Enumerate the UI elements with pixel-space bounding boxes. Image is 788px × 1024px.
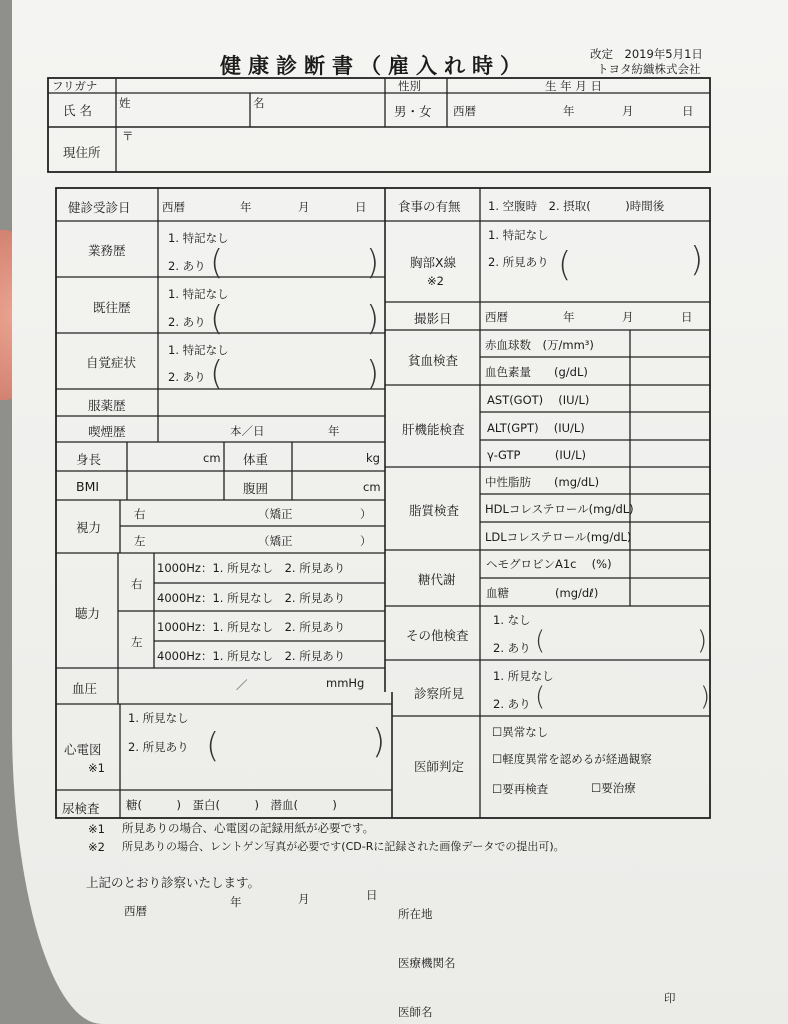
other-test-label: その他検査 [406, 628, 469, 643]
exam-seireki: 西暦 [162, 200, 185, 214]
work-opt2[interactable]: 2. あり [168, 259, 206, 273]
judgement-treatment[interactable]: ☐要治療 [591, 781, 636, 795]
shooting-date-label: 撮影日 [414, 311, 452, 326]
bmi-label: BMI [76, 479, 100, 494]
surname-field[interactable]: 姓 [119, 96, 131, 110]
liver-label: 肝機能検査 [402, 422, 465, 437]
exam-month: 月 [298, 200, 310, 214]
consult-opt1[interactable]: 1. 所見なし [493, 669, 554, 683]
doctor-judgement-label: 医師判定 [414, 759, 465, 774]
xray-opt1[interactable]: 1. 特記なし [488, 228, 549, 242]
weight-unit: kg [366, 451, 380, 465]
waist-unit: cm [363, 480, 381, 494]
symptoms-label: 自覚症状 [86, 355, 137, 370]
hearing-right-1000[interactable]: 1000Hz：1. 所見なし 2. 所見あり [157, 561, 346, 575]
hearing-left-4000[interactable]: 4000Hz：1. 所見なし 2. 所見あり [157, 649, 346, 663]
vision-label: 視力 [76, 520, 102, 535]
vision-left-corrected[interactable]: （矯正 [258, 534, 293, 548]
xray-opt2[interactable]: 2. 所見あり [488, 255, 549, 269]
sugar-label: 糖代謝 [418, 572, 456, 587]
hearing-left: 左 [131, 635, 143, 649]
postal-mark[interactable]: 〒 [122, 129, 134, 143]
bp-unit: mmHg [326, 676, 365, 690]
ast-label: AST(GOT) (IU/L) [487, 393, 590, 407]
name-label: 氏 名 [63, 103, 92, 118]
note2-text: 所見ありの場合、レントゲン写真が必要です(CD-Rに記録された画像データでの提出可)。 [122, 840, 565, 853]
past-opt2[interactable]: 2. あり [168, 315, 206, 329]
note1-mark: ※1 [88, 822, 105, 836]
birth-seireki: 西暦 [453, 104, 476, 118]
ggtp-label: γ-GTP (IU/L) [487, 448, 586, 462]
vision-right-close: ） [360, 507, 372, 521]
smoking-label: 喫煙歴 [88, 424, 126, 439]
statement: 上記のとおり診察いたします。 [86, 875, 261, 890]
given-name-field[interactable]: 名 [253, 96, 265, 110]
judgement-reexam[interactable]: ☐要再検査 [492, 782, 549, 796]
bp-slash: ／ [236, 678, 248, 692]
furigana-label: フリガナ [52, 79, 98, 93]
meal-options[interactable]: 1. 空腹時 2. 摂取( )時間後 [488, 199, 665, 213]
ecg-opt2[interactable]: 2. 所見あり [128, 740, 189, 754]
revision-date: 改定 2019年5月1日 [590, 47, 703, 61]
note1-text: 所見ありの場合、心電図の記録用紙が必要です。 [122, 821, 375, 835]
consult-opt2[interactable]: 2. あり [493, 697, 531, 711]
birth-label: 生 年 月 日 [545, 79, 602, 93]
shooting-month: 月 [622, 310, 634, 324]
shooting-day: 日 [681, 310, 693, 324]
ecg-label: 心電図 [64, 742, 102, 757]
smoking-unit: 本／日 [230, 424, 265, 438]
work-history-label: 業務歴 [88, 243, 126, 258]
institution-field-label: 医療機関名 [398, 956, 456, 970]
address-label: 現住所 [63, 145, 101, 160]
hearing-right-4000[interactable]: 4000Hz：1. 所見なし 2. 所見あり [157, 591, 346, 605]
other-opt1[interactable]: 1. なし [493, 613, 531, 627]
other-opt2[interactable]: 2. あり [493, 641, 531, 655]
sex-options[interactable]: 男・女 [394, 104, 432, 119]
hearing-right: 右 [131, 577, 143, 591]
tg-label: 中性脂肪 (mg/dL) [485, 475, 600, 489]
note2-mark: ※2 [88, 840, 105, 854]
exam-year: 年 [240, 200, 252, 214]
shooting-year: 年 [563, 310, 575, 324]
bp-label: 血圧 [72, 681, 98, 696]
judgement-normal[interactable]: ☐異常なし [492, 725, 549, 739]
vision-left-close: ） [360, 534, 372, 548]
birth-year: 年 [563, 104, 575, 118]
seal-mark: 印 [664, 991, 676, 1005]
work-opt1[interactable]: 1. 特記なし [168, 231, 229, 245]
judgement-observe[interactable]: ☐軽度異常を認めるが経過観察 [492, 752, 652, 766]
past-history-label: 既往歴 [93, 300, 131, 315]
medication-label: 服薬歴 [88, 398, 126, 413]
alt-label: ALT(GPT) (IU/L) [487, 421, 585, 435]
symptoms-opt1[interactable]: 1. 特記なし [168, 343, 229, 357]
vision-right: 右 [134, 507, 146, 521]
address-field-label: 所在地 [398, 907, 433, 921]
footer-year: 年 [230, 895, 242, 909]
weight-label: 体重 [243, 452, 269, 467]
rbc-label: 赤血球数 (万/mm³) [485, 338, 594, 352]
shooting-seireki: 西暦 [485, 310, 508, 324]
symptoms-opt2[interactable]: 2. あり [168, 370, 206, 384]
exam-day: 日 [355, 200, 367, 214]
hearing-left-1000[interactable]: 1000Hz：1. 所見なし 2. 所見あり [157, 620, 346, 634]
footer-seireki: 西暦 [124, 904, 147, 918]
form-title: 健康診断書（雇入れ時） [220, 54, 528, 78]
doctor-name-label: 医師名 [398, 1005, 433, 1019]
company-name: トヨタ紡織株式会社 [597, 62, 701, 76]
meal-label: 食事の有無 [398, 199, 461, 214]
waist-label: 腹囲 [243, 481, 269, 496]
lipid-label: 脂質検査 [409, 503, 460, 518]
xray-label: 胸部X線 [410, 255, 457, 270]
height-label: 身長 [76, 452, 102, 467]
consult-label: 診察所見 [414, 686, 465, 701]
exam-date-label: 健診受診日 [68, 200, 131, 215]
ecg-note: ※1 [88, 761, 105, 775]
vision-left: 左 [134, 534, 146, 548]
birth-day: 日 [682, 104, 694, 118]
glucose-label: 血糖 (mg/dℓ) [486, 586, 599, 600]
hb-label: 血色素量 (g/dL) [485, 365, 588, 379]
height-unit: cm [203, 451, 221, 465]
footer-day: 日 [366, 888, 378, 902]
hdl-label: HDLコレステロール(mg/dL) [485, 502, 634, 516]
ldl-label: LDLコレステロール(mg/dL) [485, 530, 632, 544]
vision-right-corrected[interactable]: （矯正 [258, 507, 293, 521]
past-opt1[interactable]: 1. 特記なし [168, 287, 229, 301]
sex-label: 性別 [398, 79, 421, 93]
urine-items[interactable]: 糖( ) 蛋白( ) 潜血( ) [126, 798, 337, 812]
ecg-opt1[interactable]: 1. 所見なし [128, 711, 189, 725]
anemia-label: 貧血検査 [408, 353, 459, 368]
birth-month: 月 [622, 104, 634, 118]
urine-label: 尿検査 [62, 801, 100, 816]
xray-note: ※2 [427, 274, 444, 288]
hearing-label: 聴力 [75, 606, 101, 621]
hba1c-label: ヘモグロビンA1c (%) [486, 557, 612, 571]
smoking-year: 年 [328, 424, 340, 438]
footer-month: 月 [298, 892, 310, 906]
